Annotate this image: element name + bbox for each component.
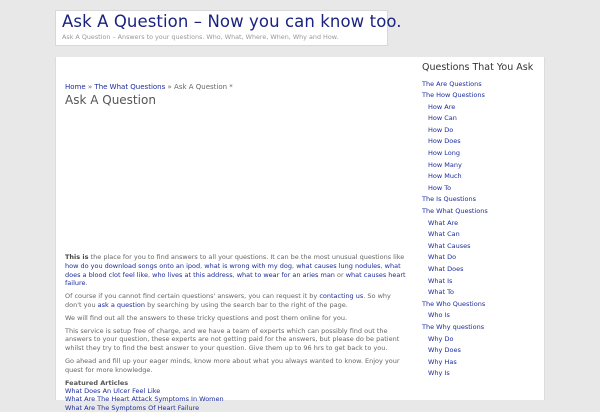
sidebar-subitem[interactable]: Why Do	[428, 334, 454, 343]
sidebar	[422, 62, 540, 380]
breadcrumb-current: Ask A Question *	[174, 83, 233, 91]
question-link[interactable]: what is wrong with my dog	[204, 261, 293, 270]
sidebar-subitem[interactable]: How Much	[428, 172, 462, 181]
breadcrumb-separator: »	[167, 83, 172, 91]
sidebar-subitem[interactable]: What To	[428, 288, 454, 297]
featured-article-link[interactable]: What Are The Symptoms Of Heart Failure	[65, 403, 200, 412]
featured-article-link[interactable]: What Are The Heart Attack Symptoms In Women	[65, 395, 224, 404]
breadcrumb-parent-link[interactable]: The What Questions	[94, 83, 166, 91]
site-header	[55, 10, 402, 46]
sidebar-category[interactable]: The Is Questions	[422, 195, 476, 204]
request-paragraph	[65, 292, 409, 310]
or-text: or	[337, 270, 344, 279]
comma: ,	[147, 270, 151, 279]
breadcrumb-separator: »	[87, 83, 93, 91]
question-link[interactable]: what causes lung nodules	[296, 261, 381, 270]
question-link[interactable]: who lives at this address	[152, 270, 233, 279]
ask-question-link[interactable]: ask a question	[97, 300, 145, 309]
question-link[interactable]: what does a blood clot feel like	[65, 261, 401, 279]
sidebar-subitem[interactable]: What Are	[428, 218, 459, 227]
sidebar-category[interactable]: The How Questions	[422, 91, 485, 100]
period: .	[85, 279, 88, 288]
sidebar-subitem[interactable]: What Is	[428, 276, 453, 285]
sidebar-category[interactable]: The What Questions	[422, 207, 488, 216]
sidebar-subitem[interactable]: How To	[428, 183, 452, 192]
sidebar-subitem[interactable]: Why Does	[428, 346, 461, 355]
featured-article-link[interactable]: What Does An Ulcer Feel Like	[65, 386, 161, 395]
sidebar-subitem[interactable]: What Do	[428, 253, 457, 262]
sidebar-subitem[interactable]: Why Has	[428, 357, 457, 366]
sidebar-title: Questions That You Ask	[422, 62, 534, 73]
sidebar-category[interactable]: The Are Questions	[422, 79, 482, 88]
request-text: Of course if you cannot find certain questions' answers, you can request it by	[65, 292, 318, 301]
main-panel	[55, 57, 545, 412]
request-text: . So why don't you	[65, 292, 391, 309]
site-description: Ask A Question – Answers to your questions. Who, What, Where, When, Why and How.	[62, 33, 339, 41]
sidebar-category[interactable]: The Who Questions	[422, 299, 486, 308]
breadcrumb-home-link[interactable]: Home	[65, 83, 86, 91]
intro-paragraph	[65, 253, 409, 288]
sidebar-subitem[interactable]: How Many	[428, 160, 462, 169]
sidebar-subitem[interactable]: What Can	[428, 230, 460, 239]
ad-space	[65, 107, 409, 253]
question-link[interactable]: how do you download songs onto an ipod	[65, 261, 201, 270]
question-link[interactable]: what causes heart failure	[65, 270, 406, 288]
intro-text: the place for you to find answers to all your questions. It can be the most unusual questions like	[90, 253, 405, 261]
sidebar-subitem[interactable]: How Do	[428, 125, 454, 134]
sidebar-subitem[interactable]: How Does	[428, 137, 461, 146]
comma: ,	[232, 270, 235, 279]
sidebar-category[interactable]: The Why questions	[422, 322, 485, 331]
sidebar-subitem[interactable]: What Does	[428, 265, 464, 273]
sidebar-subitem[interactable]: Why Is	[428, 369, 450, 378]
request-text: by searching by using the search bar to the right of the page.	[147, 300, 348, 309]
sidebar-list	[422, 79, 540, 380]
paragraph-go-ahead: Go ahead and fill up your eager minds, know more about what you always wanted to know. Enjoy your quest for more knowledge.	[65, 356, 400, 374]
sidebar-subitem[interactable]: What Causes	[428, 241, 471, 250]
intro-bold: This is	[65, 253, 89, 261]
featured-articles-heading: Featured Articles	[65, 378, 129, 387]
sidebar-subitem[interactable]: How Can	[428, 114, 457, 123]
sidebar-subitem[interactable]: How Are	[428, 102, 456, 111]
comma: ,	[292, 261, 295, 270]
breadcrumb	[65, 83, 409, 91]
site-title[interactable]: Ask A Question – Now you can know too.	[62, 12, 402, 31]
paragraph-service: This service is setup free of charge, and we have a team of experts which can possibly find out the answers to your question, these experts are not getting paid for the answers, but please do be patient whilst they try to find the best answer to your question. Give them up to 96 hrs to get back to you.	[65, 326, 400, 353]
sidebar-subitem[interactable]: Who Is	[428, 311, 450, 320]
comma: ,	[380, 261, 383, 270]
content-area	[65, 83, 409, 412]
comma: ,	[200, 261, 203, 270]
question-link[interactable]: what to wear for an aries man	[236, 270, 335, 279]
sidebar-subitem[interactable]: How Long	[428, 149, 460, 158]
contact-link[interactable]: contacting us	[319, 292, 364, 301]
page-title: Ask A Question	[65, 93, 156, 107]
paragraph-find: We will find out all the answers to these tricky questions and post them online for you.	[65, 313, 348, 322]
